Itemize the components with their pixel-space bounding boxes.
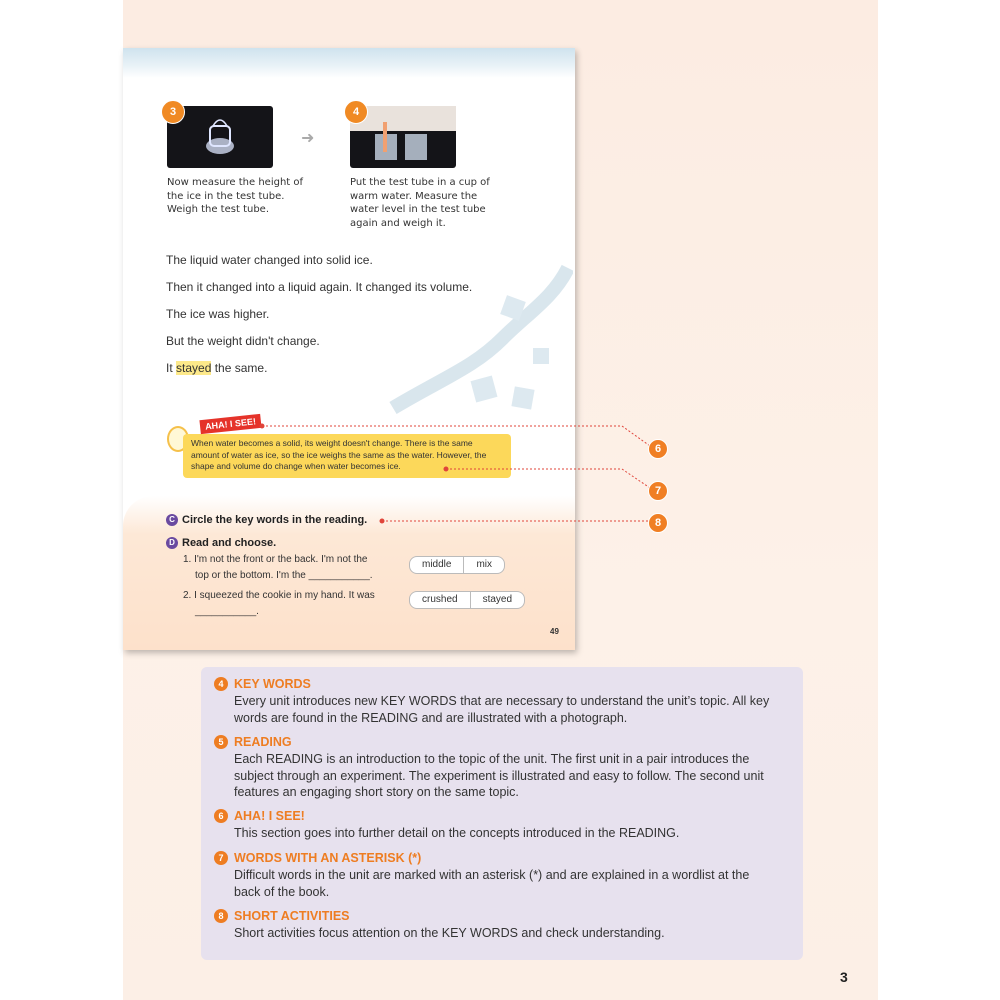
aha-tag: AHA! I SEE!: [199, 414, 261, 434]
reading-text-span: It: [166, 361, 177, 375]
item-text: Short activities focus attention on the KEY WORDS and check understanding.: [234, 926, 665, 940]
item-number: 5: [214, 735, 228, 749]
reading-text-span: the same.: [211, 361, 268, 375]
item-text: This section goes into further detail on the concepts introduced in the READING.: [234, 826, 680, 840]
item-text: Each READING is an introduction to the topic of the unit. The first unit in a pair introduces the subject through an experiment. The experiment is illustrated and easy to follow. The second unit features an engaging short story on the same topic.: [234, 752, 764, 799]
step-3-caption: Now measure the height of the ice in the test tube. Weigh the test tube.: [167, 177, 304, 215]
explanation-item: [214, 851, 774, 900]
explanation-item: [214, 677, 774, 726]
reading-line: The ice was higher.: [166, 307, 270, 321]
callout-6: 6: [648, 439, 668, 459]
aha-box: When water becomes a solid, its weight doesn't change. There is the same amount of water as ice, so the ice weighs the same as the water. However, the shape and volume do change when water becomes ice.: [183, 434, 511, 478]
item-number: 4: [214, 677, 228, 691]
arrow-right-icon: ➜: [301, 130, 315, 147]
item-number: 6: [214, 809, 228, 823]
choice-option[interactable]: middle: [422, 559, 452, 570]
activity-d-text: Read and choose.: [182, 537, 277, 549]
reading-line: But the weight didn't change.: [166, 334, 320, 348]
question-1-line1: 1. I'm not the front or the back. I'm not the: [183, 554, 368, 565]
step-4-caption: Put the test tube in a cup of warm water. Measure the water level in the test tube again and weigh it.: [350, 177, 490, 229]
choice-option[interactable]: mix: [463, 557, 504, 573]
explanation-item: [214, 735, 774, 801]
activity-c-text: Circle the key words in the reading.: [182, 514, 368, 526]
reading-line: Then it changed into a liquid again. It changed its volume.: [166, 280, 473, 294]
reading-line: The liquid water changed into solid ice.: [166, 253, 373, 267]
item-number: 8: [214, 909, 228, 923]
explanation-item: [214, 909, 774, 942]
item-title: SHORT ACTIVITIES: [234, 909, 350, 923]
item-number: 7: [214, 851, 228, 865]
choice-option[interactable]: stayed: [470, 592, 524, 608]
question-1-line2: top or the bottom. I'm the ___________.: [195, 570, 373, 581]
inner-page-number: 49: [550, 627, 559, 636]
item-text: Every unit introduces new KEY WORDS that are necessary to understand the unit’s topic. All key words are found in the READING and are illustrated with a photograph.: [234, 694, 770, 725]
activity-c-letter: C: [166, 514, 178, 526]
explanation-panel: [201, 667, 803, 960]
step-3-badge: 3: [161, 100, 185, 124]
item-title: KEY WORDS: [234, 677, 311, 691]
item-title: READING: [234, 735, 292, 749]
question-2-line2: ___________.: [195, 606, 259, 617]
activity-d-letter: D: [166, 537, 178, 549]
item-text: Difficult words in the unit are marked with an asterisk (*) and are explained in a wordlist at the back of the book.: [234, 868, 750, 899]
choice-option[interactable]: crushed: [422, 594, 458, 605]
callout-8: 8: [648, 513, 668, 533]
page-number: 3: [840, 969, 848, 985]
callout-7: 7: [648, 481, 668, 501]
highlighted-key-word: stayed: [176, 361, 212, 375]
step-4-badge: 4: [344, 100, 368, 124]
question-2-line1: 2. I squeezed the cookie in my hand. It was: [183, 590, 375, 601]
item-title: WORDS WITH AN ASTERISK (*): [234, 851, 422, 865]
explanation-item: [214, 809, 774, 842]
item-title: AHA! I SEE!: [234, 809, 305, 823]
